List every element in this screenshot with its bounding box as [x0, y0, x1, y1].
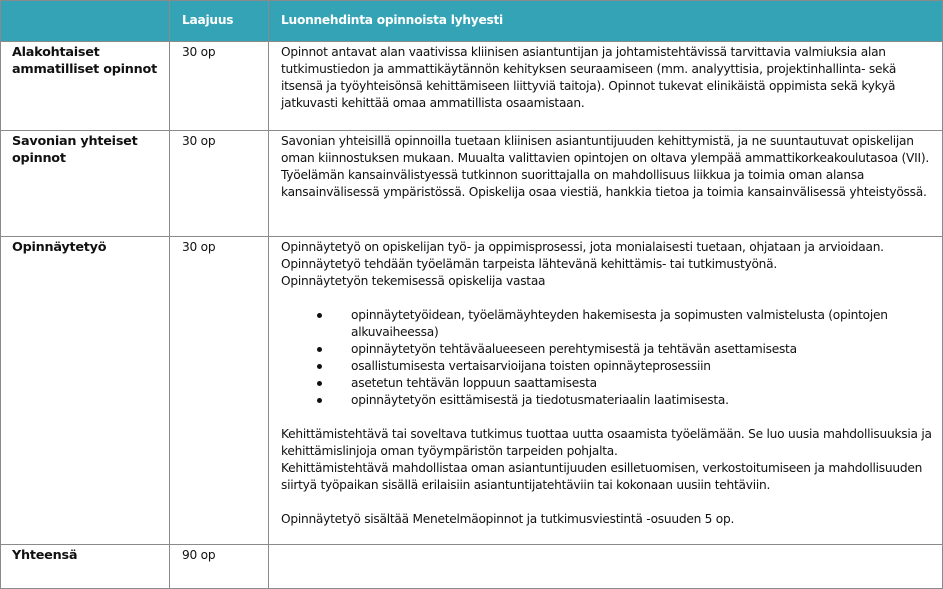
- bullet-icon: [317, 381, 322, 386]
- header-credits: Laajuus: [170, 1, 269, 42]
- list-item: opinnäytetyön tehtäväalueeseen perehtymisestä ja tehtävän asettamisesta: [281, 341, 891, 358]
- intro-line: Opinnäytetyö tehdään työelämän tarpeista lähtevänä kehittämis- tai tutkimustyönä.: [281, 257, 777, 271]
- row-credits: 90 op: [170, 545, 269, 589]
- bullet-icon: [317, 398, 322, 403]
- header-empty-cell: [1, 1, 170, 42]
- bullet-icon: [317, 347, 322, 352]
- row-name: Opinnäytetyö: [1, 237, 170, 545]
- list-item: osallistumisesta vertaisarvioijana toisten opinnäyteprosessiin: [281, 358, 891, 375]
- row-name: Yhteensä: [1, 545, 170, 589]
- list-item: opinnäytetyön esittämisestä ja tiedotusmateriaalin laatimisesta.: [281, 392, 891, 409]
- header-row: [1, 1, 943, 42]
- row-credits: 30 op: [170, 237, 269, 545]
- table-row-savonia-common-studies: [1, 131, 943, 237]
- bullet-icon: [317, 364, 322, 369]
- row-credits: 30 op: [170, 42, 269, 131]
- description-paragraph: Savonian yhteisillä opinnoilla tuetaan kliinisen asiantuntijuuden kehittymistä, ja ne suuntautuvat opiskelijan oman kiinnostuksen mukaan. Muualta valittavien opintojen on oltava ylempää ammattikorkeakoulutasoa (VII).: [281, 134, 929, 165]
- intro-line: Opinnäytetyön tekemisessä opiskelija vastaa: [281, 274, 546, 288]
- list-item: opinnäytetyöidean, työelämäyhteyden hakemisesta ja sopimusten valmistelusta (opintojen alkuvaiheessa): [281, 307, 891, 341]
- row-credits: 30 op: [170, 131, 269, 237]
- spacer: [281, 290, 938, 307]
- row-name: Savonian yhteiset opinnot: [1, 131, 170, 237]
- spacer: [281, 494, 938, 511]
- responsibility-list: [281, 307, 938, 409]
- table-row-field-specific-studies: [1, 42, 943, 131]
- row-name: Alakohtaiset ammatilliset opinnot: [1, 42, 170, 131]
- row-description: [269, 42, 943, 131]
- outro-paragraph: Kehittämistehtävä mahdollistaa oman asiantuntijuuden esilletuomisen, verkostoitumiseen ja mahdollisuuden siirtyä työpaikan sisällä erilaisiin asiantuntijatehtäviin tai kokonaan uusiin tehtäviin.: [281, 461, 923, 492]
- row-description: [269, 131, 943, 237]
- spacer: [281, 409, 938, 426]
- bullet-icon: [317, 313, 322, 318]
- intro-line: Opinnäytetyö on opiskelijan työ- ja oppimisprosessi, jota monialaisesti tuetaan, ohjataan ja arvioidaan.: [281, 240, 884, 254]
- row-description: [269, 545, 943, 589]
- description-paragraph: Työelämän kansainvälistyessä tutkinnon suorittajalla on mahdollisuus liikkua ja toimia oman alansa kansainvälisessä ympäristössä. Opiskelija osaa viestiä, hankkia tietoa ja toimia kansainvälisessä yhteistyössä.: [281, 168, 927, 199]
- header-description: Luonnehdinta opinnoista lyhyesti: [269, 1, 943, 42]
- table-row-total: [1, 545, 943, 589]
- description-paragraph: Opinnot antavat alan vaativissa kliinisen asiantuntijan ja johtamistehtävissä tarvittavia valmiuksia alan tutkimustiedon ja ammattikäytännön kehityksen seuraamiseen (mm. analyyttisia, projektinhallinta- sekä itsensä ja työyhteisönsä kehittämiseen liittyviä taitoja). Opinnot tukevat elinikäistä oppimista sekä kykyä jatkuvasti kehittää omaa ammatillista osaamistaan.: [281, 45, 897, 110]
- row-description: [269, 237, 943, 545]
- footer-note: Opinnäytetyö sisältää Menetelmäopinnot ja tutkimusviestintä -osuuden 5 op.: [281, 512, 735, 526]
- list-item: asetetun tehtävän loppuun saattamisesta: [281, 375, 891, 392]
- outro-paragraph: Kehittämistehtävä tai soveltava tutkimus tuottaa uutta osaamista työelämään. Se luo uusia mahdollisuuksia ja kehittämislinjoja oman työympäristön tarpeiden pohjalta.: [281, 427, 932, 458]
- table-row-thesis: [1, 237, 943, 545]
